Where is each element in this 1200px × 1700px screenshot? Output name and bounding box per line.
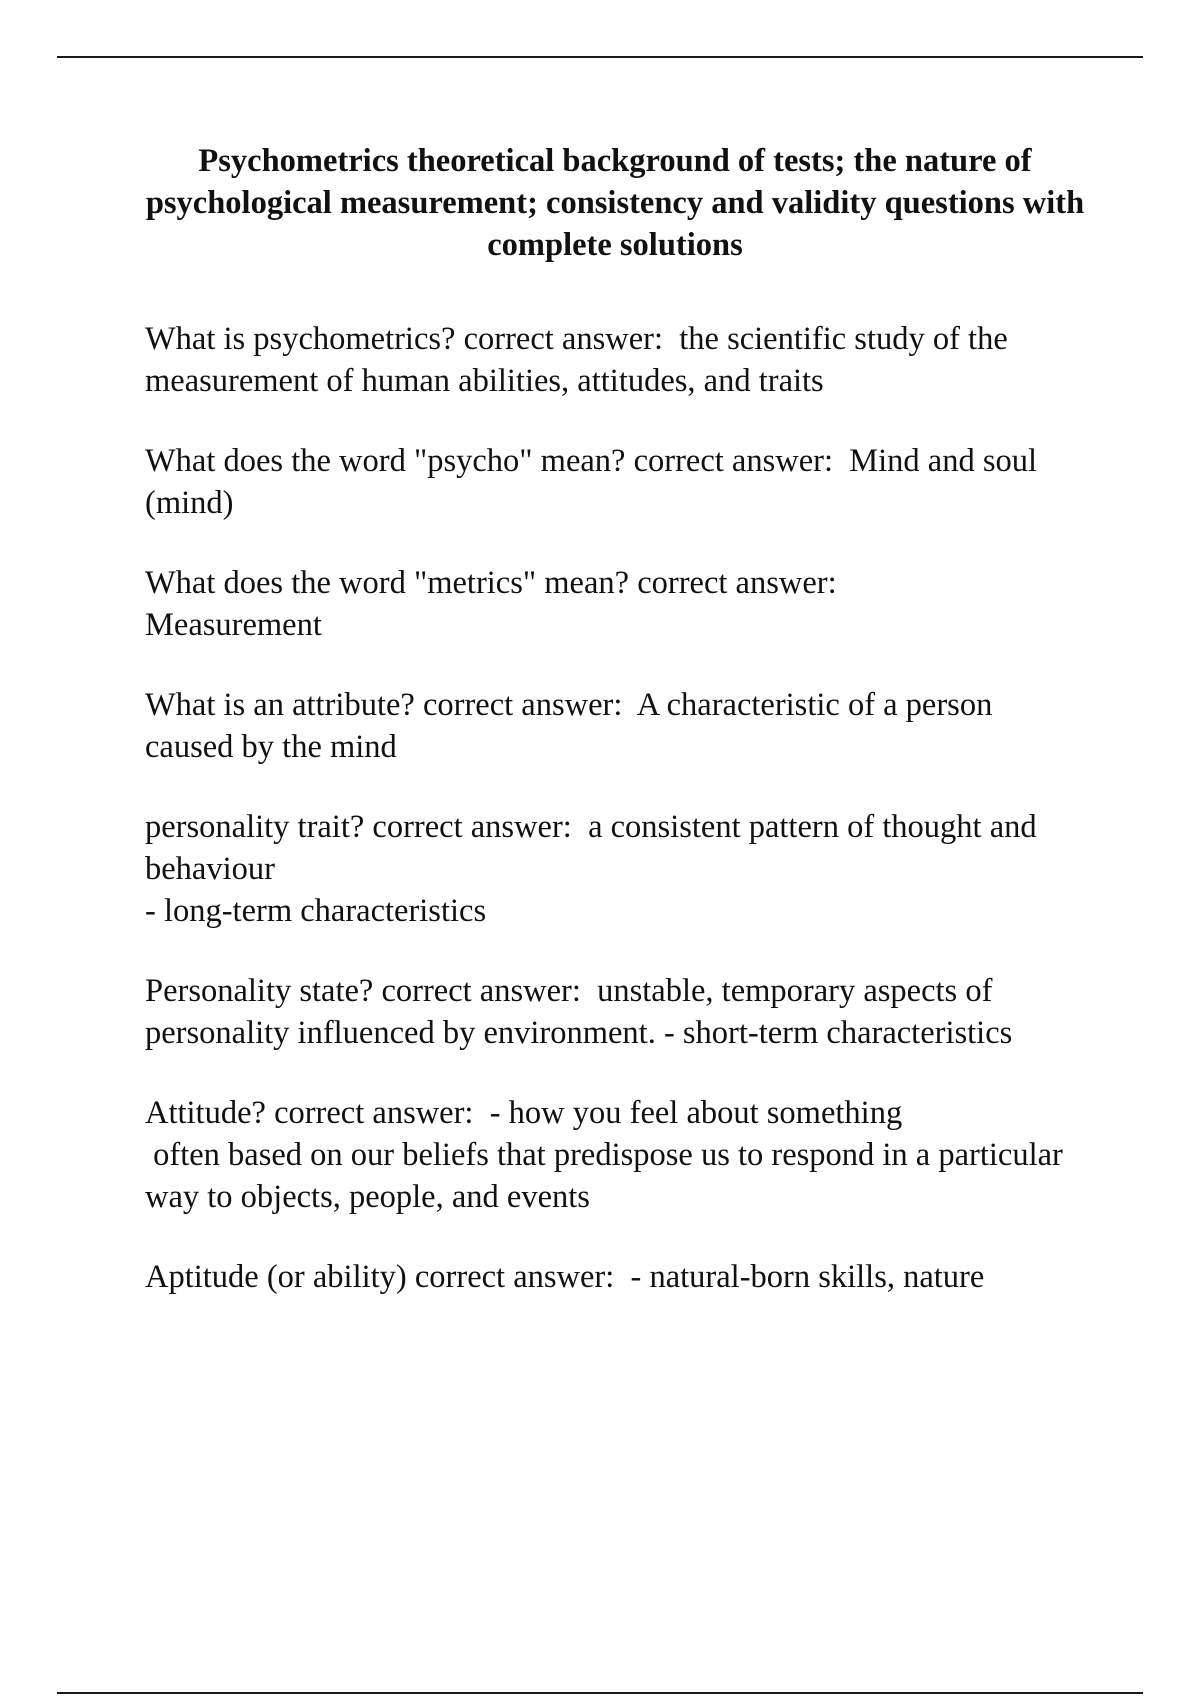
qa-item-psycho: What does the word "psycho" mean? correct answer: Mind and soul (mind) — [145, 443, 1046, 521]
qa-item-psychometrics: What is psychometrics? correct answer: the scientific study of the measurement of human abilities, attitudes, and traits — [145, 321, 1016, 399]
qa-item-attribute: What is an attribute? correct answer: A characteristic of a person caused by the mind — [145, 687, 1001, 765]
document-title: Psychometrics theoretical background of tests; the nature of psychological measurement; consistency and validity questions with complete solutions — [145, 143, 1085, 263]
qa-item-attitude: Attitude? correct answer: - how you feel about something often based on our beliefs that predispose us to respond in a particular way to objects, people, and events — [145, 1095, 1063, 1215]
qa-item-metrics: What does the word "metrics" mean? correct answer: Measurement — [145, 565, 837, 643]
document-body — [145, 140, 1085, 1336]
header-divider — [57, 56, 1143, 58]
footer-divider — [57, 1692, 1143, 1694]
qa-item-aptitude: Aptitude (or ability) correct answer: - natural-born skills, nature — [145, 1259, 985, 1295]
qa-item-personality-trait: personality trait? correct answer: a consistent pattern of thought and behaviour - long-term characteristics — [145, 809, 1037, 929]
qa-item-personality-state: Personality state? correct answer: unstable, temporary aspects of personality influenced by environment. - short-term characteristics — [145, 973, 1013, 1051]
